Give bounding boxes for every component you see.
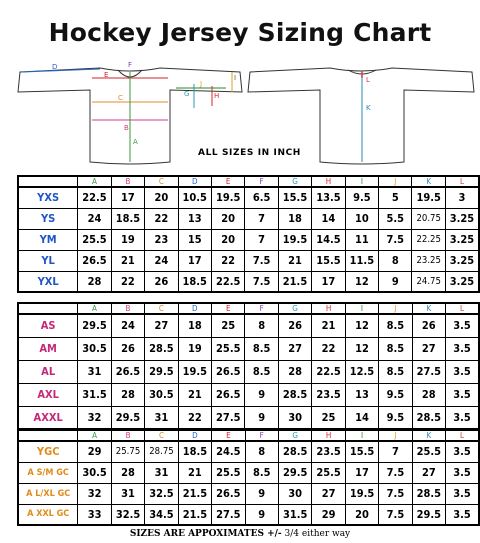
column-header-d: D — [178, 303, 211, 314]
measurement-cell: 20 — [211, 208, 244, 229]
measurement-cell: 13 — [345, 383, 378, 406]
measurement-cell: 21 — [312, 314, 345, 337]
measurement-cell: 7.5 — [245, 271, 278, 292]
footer-note-tail: 3/4 either way — [281, 529, 351, 539]
measurement-cell: 27.5 — [212, 504, 245, 525]
measurement-cell: 19.5 — [345, 483, 378, 504]
header-blank-cell — [18, 430, 78, 441]
measurement-cell: 9.5 — [379, 383, 412, 406]
measurement-cell: 33 — [78, 504, 111, 525]
measurement-cell: 22.25 — [412, 229, 445, 250]
measurement-cell: 12 — [345, 271, 378, 292]
measurement-cell: 12 — [345, 314, 378, 337]
column-header-b: B — [111, 303, 144, 314]
diagram-label-h: H — [214, 92, 220, 100]
footer-note — [0, 529, 480, 539]
measurement-cell: 5 — [379, 187, 412, 208]
measurement-cell: 3.5 — [446, 314, 479, 337]
measurement-cell: 24.75 — [412, 271, 445, 292]
diagram-label-d: D — [52, 63, 58, 71]
measurement-cell: 11 — [345, 229, 378, 250]
measurement-cell: 28 — [278, 360, 311, 383]
measurement-cell: 19.5 — [211, 187, 244, 208]
measurement-cell: 31 — [145, 462, 178, 483]
measurement-cell: 24.5 — [212, 441, 245, 462]
table-row — [18, 483, 479, 504]
measurement-cell: 17 — [178, 250, 211, 271]
measurement-cell: 8.5 — [245, 360, 278, 383]
table-row — [18, 187, 479, 208]
column-header-b: B — [111, 176, 144, 187]
measurement-cell: 27.5 — [412, 360, 445, 383]
measurement-cell: 21 — [111, 250, 144, 271]
column-header-j: J — [379, 176, 412, 187]
measurement-cell: 25.5 — [212, 462, 245, 483]
measurement-cell: 19.5 — [178, 360, 211, 383]
measurement-cell: 22.5 — [312, 360, 345, 383]
measurement-cell: 23.25 — [412, 250, 445, 271]
measurement-cell: 3.5 — [446, 383, 479, 406]
measurement-cell: 19 — [111, 229, 144, 250]
measurement-cell: 25.5 — [212, 337, 245, 360]
measurement-cell: 12 — [345, 337, 378, 360]
column-header-h: H — [312, 176, 345, 187]
measurement-cell: 3.5 — [446, 504, 479, 525]
measurement-cell: 15.5 — [312, 250, 345, 271]
measurement-cell: 8.5 — [245, 462, 278, 483]
measurement-cell: 29.5 — [111, 406, 144, 429]
measurement-cell: 14.5 — [312, 229, 345, 250]
measurement-cell: 26.5 — [111, 360, 144, 383]
measurement-cell: 3.25 — [445, 271, 479, 292]
column-header-l: L — [445, 176, 479, 187]
measurement-cell: 34.5 — [145, 504, 178, 525]
measurement-cell: 9 — [245, 483, 278, 504]
measurement-cell: 18.5 — [111, 208, 144, 229]
measurement-cell: 26.5 — [212, 383, 245, 406]
adult-size-table — [17, 302, 480, 430]
measurement-cell: 31.5 — [278, 504, 311, 525]
measurement-cell: 27 — [412, 462, 445, 483]
measurement-cell: 9 — [245, 504, 278, 525]
column-header-g: G — [278, 430, 311, 441]
measurement-cell: 8 — [245, 441, 278, 462]
size-label: AXXL — [18, 406, 78, 429]
measurement-cell: 7.5 — [245, 250, 278, 271]
column-header-l: L — [446, 303, 479, 314]
table-row — [18, 337, 479, 360]
table-row — [18, 441, 479, 462]
measurement-cell: 22.5 — [78, 187, 111, 208]
measurement-cell: 28.5 — [278, 441, 311, 462]
measurement-cell: 22 — [211, 250, 244, 271]
measurement-cell: 30 — [278, 406, 311, 429]
column-header-k: K — [412, 430, 445, 441]
diagram-label-i: I — [234, 74, 237, 82]
measurement-cell: 25.75 — [111, 441, 144, 462]
column-header-j: J — [379, 430, 412, 441]
measurement-cell: 26.5 — [212, 360, 245, 383]
measurement-cell: 27 — [312, 483, 345, 504]
measurement-cell: 19 — [178, 337, 211, 360]
sizes-note: ALL SIZES IN INCH — [198, 148, 301, 158]
measurement-cell: 3.25 — [445, 208, 479, 229]
size-label: YXL — [18, 271, 78, 292]
size-label: A S/M GC — [18, 462, 78, 483]
column-header-i: I — [345, 303, 378, 314]
measurement-cell: 22.5 — [211, 271, 244, 292]
measurement-cell: 8.5 — [379, 360, 412, 383]
measurement-cell: 32 — [78, 406, 111, 429]
size-label: AXL — [18, 383, 78, 406]
measurement-cell: 18.5 — [178, 441, 211, 462]
measurement-cell: 3.5 — [446, 462, 479, 483]
measurement-cell: 20 — [145, 187, 178, 208]
diagram-label-k: K — [366, 104, 371, 112]
measurement-cell: 11.5 — [345, 250, 378, 271]
table-row — [18, 250, 479, 271]
measurement-cell: 22 — [145, 208, 178, 229]
column-header-e: E — [212, 303, 245, 314]
measurement-cell: 27 — [412, 337, 445, 360]
measurement-cell: 28 — [111, 383, 144, 406]
measurement-cell: 9 — [245, 383, 278, 406]
column-header-b: B — [111, 430, 144, 441]
column-header-e: E — [211, 176, 244, 187]
measurement-cell: 15 — [178, 229, 211, 250]
column-header-h: H — [312, 303, 345, 314]
measurement-cell: 8.5 — [245, 337, 278, 360]
diagram-label-l: L — [366, 76, 370, 84]
measurement-cell: 21 — [278, 250, 311, 271]
table-row — [18, 462, 479, 483]
measurement-cell: 18 — [278, 208, 311, 229]
measurement-cell: 22 — [178, 406, 211, 429]
size-label: YL — [18, 250, 78, 271]
table-row — [18, 271, 479, 292]
diagram-label-b: B — [124, 124, 129, 132]
measurement-cell: 32.5 — [145, 483, 178, 504]
measurement-cell: 3.25 — [445, 250, 479, 271]
measurement-cell: 26 — [278, 314, 311, 337]
measurement-cell: 30.5 — [145, 383, 178, 406]
goalie-size-table — [17, 429, 480, 526]
measurement-cell: 3.5 — [446, 483, 479, 504]
measurement-cell: 31 — [111, 483, 144, 504]
measurement-cell: 14 — [345, 406, 378, 429]
measurement-cell: 26.5 — [78, 250, 111, 271]
measurement-cell: 29.5 — [278, 462, 311, 483]
column-header-c: C — [145, 303, 178, 314]
measurement-cell: 8 — [245, 314, 278, 337]
measurement-cell: 28.5 — [412, 483, 445, 504]
column-header-f: F — [245, 430, 278, 441]
table-row — [18, 360, 479, 383]
measurement-cell: 25 — [212, 314, 245, 337]
diagram-label-j: J — [200, 80, 203, 88]
measurement-cell: 31 — [78, 360, 111, 383]
measurement-cell: 13 — [178, 208, 211, 229]
column-header-k: K — [412, 176, 445, 187]
diagram-label-f: F — [128, 61, 133, 69]
column-header-i: I — [345, 430, 378, 441]
measurement-cell: 28 — [111, 462, 144, 483]
measurement-cell: 3.5 — [446, 441, 479, 462]
measurement-cell: 21 — [178, 462, 211, 483]
measurement-cell: 15.5 — [278, 187, 311, 208]
measurement-cell: 5.5 — [379, 208, 412, 229]
column-header-e: E — [212, 430, 245, 441]
column-header-d: D — [178, 176, 211, 187]
measurement-cell: 8.5 — [379, 314, 412, 337]
table-row — [18, 406, 479, 429]
measurement-cell: 10 — [345, 208, 378, 229]
measurement-cell: 22 — [312, 337, 345, 360]
measurement-cell: 20 — [345, 504, 378, 525]
column-header-f: F — [245, 176, 278, 187]
size-label: YM — [18, 229, 78, 250]
measurement-cell: 28.5 — [412, 406, 445, 429]
measurement-cell: 24 — [78, 208, 111, 229]
measurement-cell: 25 — [312, 406, 345, 429]
measurement-cell: 17 — [111, 187, 144, 208]
measurement-cell: 29.5 — [145, 360, 178, 383]
measurement-cell: 25.5 — [412, 441, 445, 462]
measurement-cell: 24 — [111, 314, 144, 337]
measurement-cell: 26 — [111, 337, 144, 360]
measurement-cell: 27.5 — [212, 406, 245, 429]
size-label: AM — [18, 337, 78, 360]
measurement-cell: 12.5 — [345, 360, 378, 383]
column-header-g: G — [278, 176, 311, 187]
measurement-cell: 9.5 — [379, 406, 412, 429]
measurement-cell: 19.5 — [278, 229, 311, 250]
measurement-cell: 20.75 — [412, 208, 445, 229]
youth-size-table — [17, 175, 480, 293]
column-header-j: J — [379, 303, 412, 314]
measurement-cell: 26 — [145, 271, 178, 292]
measurement-cell: 24 — [145, 250, 178, 271]
column-header-a: A — [78, 176, 111, 187]
column-header-c: C — [145, 430, 178, 441]
column-header-d: D — [178, 430, 211, 441]
size-label: AS — [18, 314, 78, 337]
size-label: A L/XL GC — [18, 483, 78, 504]
column-header-f: F — [245, 303, 278, 314]
measurement-cell: 27 — [145, 314, 178, 337]
size-label: A XXL GC — [18, 504, 78, 525]
measurement-cell: 25.5 — [312, 462, 345, 483]
table-row — [18, 208, 479, 229]
measurement-cell: 28 — [412, 383, 445, 406]
size-label: AL — [18, 360, 78, 383]
size-label: YGC — [18, 441, 78, 462]
measurement-cell: 21 — [178, 383, 211, 406]
diagram-label-a: A — [133, 138, 138, 146]
measurement-cell: 7.5 — [379, 462, 412, 483]
table-row — [18, 229, 479, 250]
measurement-cell: 7 — [245, 229, 278, 250]
column-header-a: A — [78, 303, 111, 314]
measurement-cell: 32.5 — [111, 504, 144, 525]
measurement-cell: 26 — [412, 314, 445, 337]
size-label: YS — [18, 208, 78, 229]
measurement-cell: 30.5 — [78, 337, 111, 360]
column-header-i: I — [345, 176, 378, 187]
measurement-cell: 19.5 — [412, 187, 445, 208]
measurement-cell: 7.5 — [379, 229, 412, 250]
measurement-cell: 9 — [245, 406, 278, 429]
column-header-a: A — [78, 430, 111, 441]
measurement-cell: 32 — [78, 483, 111, 504]
measurement-cell: 3.5 — [446, 406, 479, 429]
measurement-cell: 10.5 — [178, 187, 211, 208]
measurement-cell: 18.5 — [178, 271, 211, 292]
measurement-cell: 21.5 — [178, 504, 211, 525]
measurement-cell: 9 — [379, 271, 412, 292]
measurement-cell: 23.5 — [312, 441, 345, 462]
measurement-cell: 9.5 — [345, 187, 378, 208]
column-header-h: H — [312, 430, 345, 441]
measurement-cell: 31 — [145, 406, 178, 429]
table-row — [18, 314, 479, 337]
measurement-cell: 7 — [245, 208, 278, 229]
measurement-cell: 17 — [312, 271, 345, 292]
diagram-label-c: C — [118, 94, 123, 102]
measurement-cell: 13.5 — [312, 187, 345, 208]
measurement-cell: 29 — [312, 504, 345, 525]
measurement-cell: 7.5 — [379, 504, 412, 525]
measurement-cell: 3.25 — [445, 229, 479, 250]
diagram-label-e: E — [104, 71, 109, 79]
measurement-cell: 21.5 — [278, 271, 311, 292]
measurement-cell: 25.5 — [78, 229, 111, 250]
table-row — [18, 504, 479, 525]
measurement-cell: 28 — [78, 271, 111, 292]
measurement-cell: 23 — [145, 229, 178, 250]
measurement-cell: 29.5 — [78, 314, 111, 337]
column-header-k: K — [412, 303, 445, 314]
measurement-cell: 14 — [312, 208, 345, 229]
measurement-cell: 30 — [278, 483, 311, 504]
measurement-cell: 31.5 — [78, 383, 111, 406]
measurement-cell: 8.5 — [379, 337, 412, 360]
measurement-cell: 29 — [78, 441, 111, 462]
header-blank-cell — [18, 176, 78, 187]
column-header-c: C — [145, 176, 178, 187]
measurement-cell: 18 — [178, 314, 211, 337]
header-blank-cell — [18, 303, 78, 314]
measurement-cell: 7 — [379, 441, 412, 462]
measurement-cell: 27 — [278, 337, 311, 360]
measurement-cell: 3 — [445, 187, 479, 208]
measurement-cell: 7.5 — [379, 483, 412, 504]
measurement-cell: 3.5 — [446, 337, 479, 360]
measurement-cell: 15.5 — [345, 441, 378, 462]
measurement-cell: 21.5 — [178, 483, 211, 504]
measurement-cell: 26.5 — [212, 483, 245, 504]
column-header-g: G — [278, 303, 311, 314]
measurement-cell: 23.5 — [312, 383, 345, 406]
measurement-cell: 17 — [345, 462, 378, 483]
table-row — [18, 383, 479, 406]
measurement-cell: 28.75 — [145, 441, 178, 462]
footer-note-bold: SIZES ARE APPOXIMATES +/- — [129, 529, 282, 539]
measurement-cell: 28.5 — [145, 337, 178, 360]
measurement-cell: 3.5 — [446, 360, 479, 383]
measurement-cell: 30.5 — [78, 462, 111, 483]
size-label: YXS — [18, 187, 78, 208]
measurement-cell: 29.5 — [412, 504, 445, 525]
measurement-cell: 22 — [111, 271, 144, 292]
measurement-cell: 6.5 — [245, 187, 278, 208]
measurement-cell: 28.5 — [278, 383, 311, 406]
diagram-label-g: G — [184, 90, 190, 98]
measurement-cell: 8 — [379, 250, 412, 271]
measurement-cell: 20 — [211, 229, 244, 250]
column-header-l: L — [446, 430, 479, 441]
page-title: Hockey Jersey Sizing Chart — [48, 18, 432, 47]
